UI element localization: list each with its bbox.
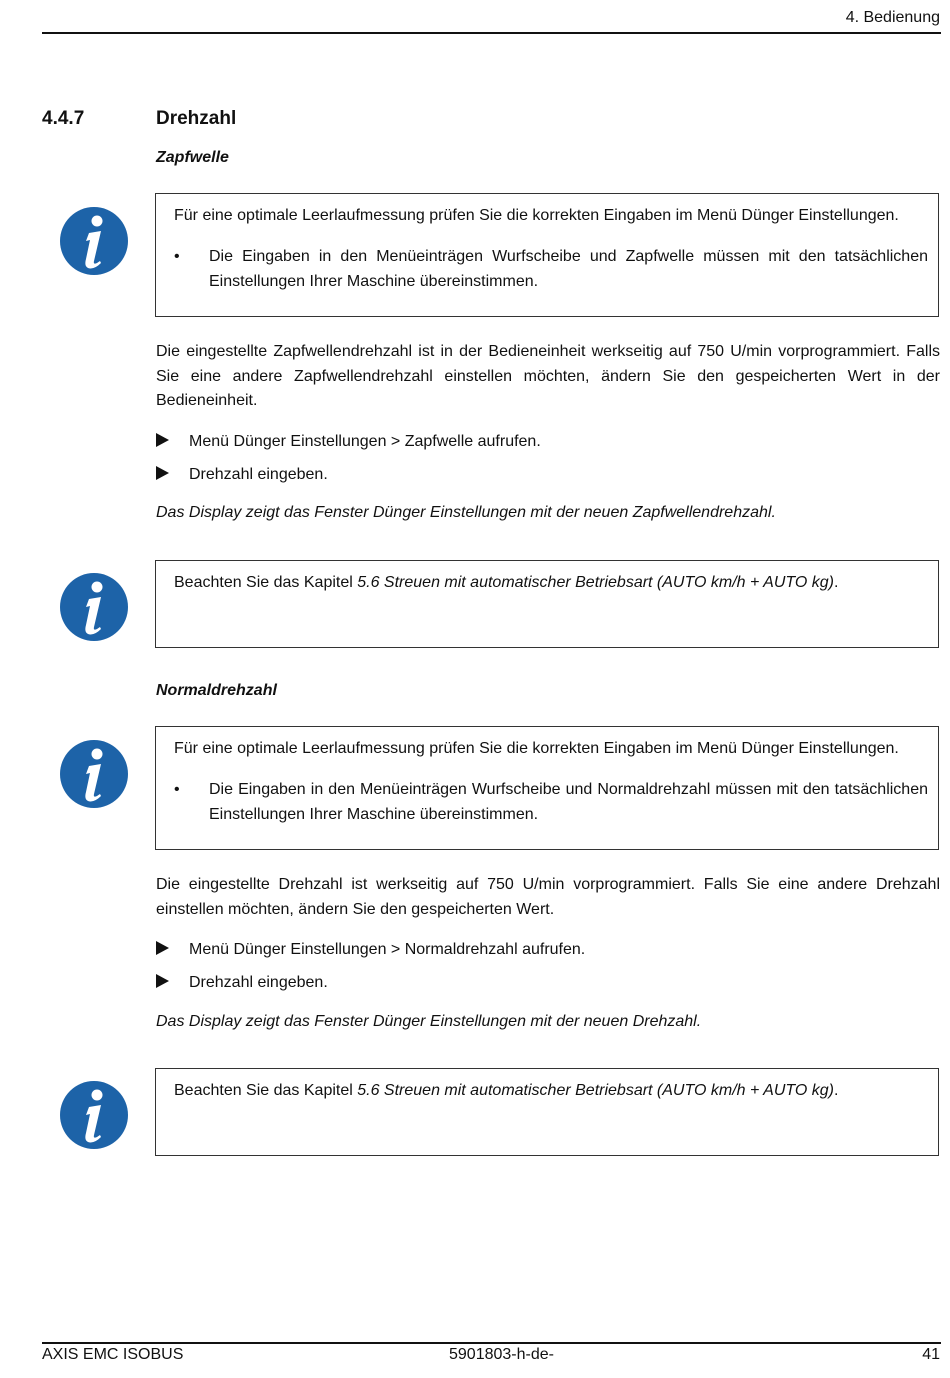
subheading-zapfwelle: Zapfwelle bbox=[156, 149, 229, 166]
step-item bbox=[156, 938, 585, 962]
info-note-chapter-ref bbox=[155, 1068, 939, 1156]
chapter-reference-link[interactable]: 5.6 Streuen mit automatischer Betriebsart (AUTO km/h + AUTO kg) bbox=[357, 1082, 834, 1099]
info-icon bbox=[59, 572, 129, 642]
info-icon bbox=[59, 739, 129, 809]
footer-product: AXIS EMC ISOBUS bbox=[42, 1346, 184, 1363]
step-arrow-icon bbox=[156, 433, 169, 447]
note-prefix: Beachten Sie das Kapitel bbox=[174, 1082, 358, 1099]
step-arrow-icon bbox=[156, 466, 169, 480]
footer-doc-id: 5901803-h-de- bbox=[449, 1346, 554, 1363]
step-text: Drehzahl eingeben. bbox=[189, 466, 328, 483]
note-prefix: Beachten Sie das Kapitel bbox=[174, 574, 358, 591]
note-text: Für eine optimale Leerlaufmessung prüfen Sie die korrekten Eingaben im Menü Dünger Einstellungen. bbox=[174, 207, 899, 224]
result-text: Das Display zeigt das Fenster Dünger Einstellungen mit der neuen Drehzahl. bbox=[156, 1013, 702, 1030]
note-suffix: . bbox=[834, 574, 839, 591]
page-number: 41 bbox=[922, 1346, 940, 1363]
result-text: Das Display zeigt das Fenster Dünger Einstellungen mit der neuen Zapfwellendrehzahl. bbox=[156, 504, 776, 521]
note-bullet bbox=[174, 244, 928, 294]
section-number: 4.4.7 bbox=[42, 108, 85, 129]
header-divider bbox=[42, 32, 941, 34]
info-note-chapter-ref bbox=[155, 560, 939, 648]
step-arrow-icon bbox=[156, 941, 169, 955]
note-text: Für eine optimale Leerlaufmessung prüfen Sie die korrekten Eingaben im Menü Dünger Einstellungen. bbox=[174, 740, 899, 757]
section-title: Drehzahl bbox=[156, 108, 237, 129]
note-suffix: . bbox=[834, 1082, 839, 1099]
note-text bbox=[174, 570, 928, 595]
bullet-text: Die Eingaben in den Menüeinträgen Wurfscheibe und Zapfwelle müssen mit den tatsächlichen Einstellungen Ihrer Maschine übereinstimmen. bbox=[209, 248, 928, 290]
info-note-zapfwelle bbox=[155, 193, 939, 317]
step-text: Menü Dünger Einstellungen > Normaldrehzahl aufrufen. bbox=[189, 941, 586, 958]
step-item bbox=[156, 971, 328, 995]
body-paragraph: Die eingestellte Drehzahl ist werkseitig auf 750 U/min vorprogrammiert. Falls Sie eine andere Drehzahl einstellen möchten, ändern Sie den gespeicherten Wert. bbox=[156, 876, 940, 918]
bullet-text: Die Eingaben in den Menüeinträgen Wurfscheibe und Normaldrehzahl müssen mit den tatsächlichen Einstellungen Ihrer Maschine übereinstimmen. bbox=[209, 781, 928, 823]
note-bullet bbox=[174, 777, 928, 827]
note-text bbox=[174, 1078, 928, 1103]
body-paragraph: Die eingestellte Zapfwellendrehzahl ist in der Bedieneinheit werkseitig auf 750 U/min vorprogrammiert. Falls Sie eine andere Zapfwellendrehzahl einstellen möchten, ändern Sie den gespeicherten Wert in der Bedieneinheit. bbox=[156, 343, 940, 409]
chapter-reference-link[interactable]: 5.6 Streuen mit automatischer Betriebsart (AUTO km/h + AUTO kg) bbox=[357, 574, 834, 591]
bullet-dot: • bbox=[174, 248, 180, 265]
subheading-normaldrehzahl: Normaldrehzahl bbox=[156, 682, 277, 699]
bullet-dot: • bbox=[174, 781, 180, 798]
info-note-normaldrehzahl bbox=[155, 726, 939, 850]
running-header: 4. Bedienung bbox=[845, 9, 940, 26]
step-item bbox=[156, 463, 328, 487]
step-text: Menü Dünger Einstellungen > Zapfwelle aufrufen. bbox=[189, 433, 541, 450]
step-item bbox=[156, 430, 541, 454]
info-icon bbox=[59, 1080, 129, 1150]
footer-divider bbox=[42, 1342, 941, 1344]
step-text: Drehzahl eingeben. bbox=[189, 974, 328, 991]
step-arrow-icon bbox=[156, 974, 169, 988]
info-icon bbox=[59, 206, 129, 276]
